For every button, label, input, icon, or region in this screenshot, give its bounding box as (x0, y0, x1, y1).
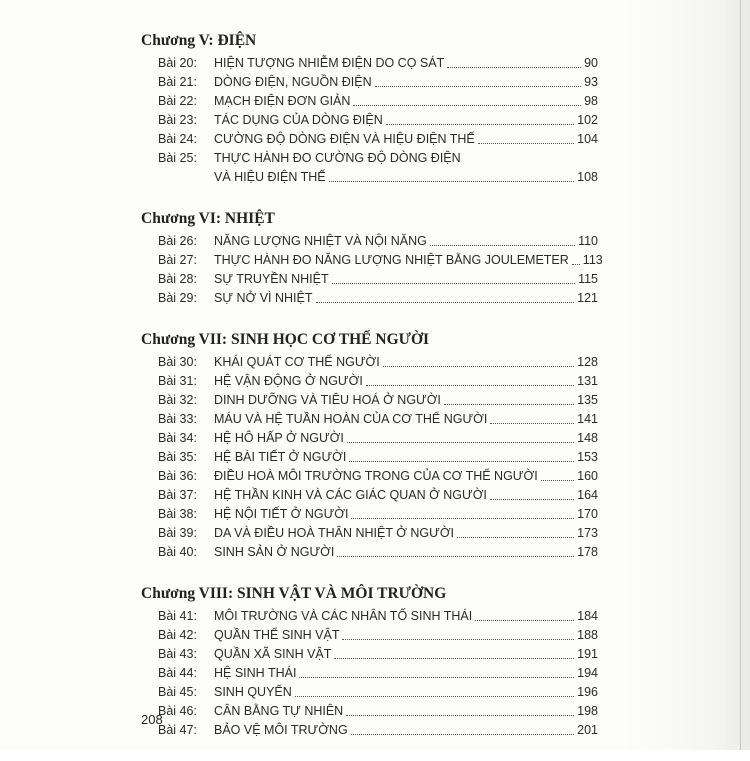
lesson-number: Bài 37: (158, 488, 197, 502)
lesson-page-number: 141 (577, 412, 598, 426)
lesson-title: HỆ VẬN ĐỘNG Ở NGƯỜI (214, 374, 363, 388)
dot-leader (351, 734, 574, 735)
toc-entry (141, 270, 598, 289)
lesson-title: KHÁI QUÁT CƠ THỂ NGƯỜI (214, 355, 380, 369)
lesson-page-number: 148 (577, 431, 598, 445)
toc-entry (141, 353, 598, 372)
dot-leader (366, 385, 574, 386)
toc-entry (141, 467, 598, 486)
lesson-title-continued: VÀ HIỆU ĐIỆN THẾ (214, 170, 326, 184)
lesson-page-number: 104 (577, 132, 598, 146)
dot-leader (490, 499, 574, 500)
dot-leader (457, 537, 574, 538)
lesson-page-number: 102 (577, 113, 598, 127)
chapter-heading: Chương VIII: SINH VẬT VÀ MÔI TRƯỜNG (141, 585, 447, 602)
chapter-heading: Chương V: ĐIỆN (141, 32, 257, 49)
lesson-number: Bài 46: (158, 704, 197, 718)
dot-leader (299, 677, 574, 678)
dot-leader (334, 658, 574, 659)
toc-entry (141, 54, 598, 73)
dot-leader (329, 181, 575, 182)
lesson-number: Bài 32: (158, 393, 197, 407)
lesson-page-number: 108 (577, 170, 598, 184)
toc-entry (141, 524, 598, 543)
toc-entry (141, 486, 598, 505)
lesson-title: TÁC DỤNG CỦA DÒNG ĐIỆN (214, 113, 383, 127)
dot-leader (447, 67, 581, 68)
lesson-page-number: 184 (577, 609, 598, 623)
table-of-contents (141, 30, 603, 761)
dot-leader (383, 366, 574, 367)
lesson-page-number: 115 (578, 272, 598, 286)
lesson-number: Bài 20: (158, 56, 197, 70)
lesson-title: QUẦN XÃ SINH VẬT (214, 647, 332, 661)
dot-leader (490, 423, 574, 424)
chapter-section (141, 208, 603, 308)
lesson-number: Bài 29: (158, 291, 197, 305)
lesson-number: Bài 42: (158, 628, 197, 642)
toc-entry (141, 232, 598, 251)
chapter-section (141, 30, 598, 187)
toc-entry (141, 429, 598, 448)
toc-entry (141, 92, 598, 111)
lesson-page-number: 170 (577, 507, 598, 521)
lesson-number: Bài 47: (158, 723, 197, 737)
lesson-number: Bài 45: (158, 685, 197, 699)
lesson-page-number: 198 (577, 704, 598, 718)
lesson-title: DÒNG ĐIỆN, NGUỒN ĐIỆN (214, 75, 372, 89)
lesson-title: MÁU VÀ HỆ TUẦN HOÀN CỦA CƠ THỂ NGƯỜI (214, 412, 488, 426)
chapter-section (141, 329, 598, 562)
lesson-title: SINH SẢN Ở NGƯỜI (214, 545, 335, 559)
lesson-number: Bài 28: (158, 272, 197, 286)
lesson-title: HỆ BÀI TIẾT Ở NGƯỜI (214, 450, 347, 464)
lesson-title: HIỆN TƯỢNG NHIỄM ĐIỆN DO CỌ SÁT (214, 56, 445, 70)
toc-entry (141, 664, 598, 683)
lesson-number: Bài 34: (158, 431, 197, 445)
lesson-number: Bài 27: (158, 253, 197, 267)
dot-leader (375, 86, 581, 87)
lesson-title: CƯỜNG ĐỘ DÒNG ĐIỆN VÀ HIỆU ĐIỆN THẾ (214, 132, 475, 146)
lesson-page-number: 201 (577, 723, 598, 737)
dot-leader (351, 518, 574, 519)
dot-leader (316, 302, 575, 303)
lesson-page-number: 188 (577, 628, 598, 642)
lesson-title: QUẦN THỂ SINH VẬT (214, 628, 340, 642)
lesson-title: SỰ TRUYỀN NHIỆT (214, 272, 329, 286)
lesson-title: BẢO VỆ MÔI TRƯỜNG (214, 723, 348, 737)
lesson-page-number: 98 (584, 94, 598, 108)
lesson-title: THỰC HÀNH ĐO CƯỜNG ĐỘ DÒNG ĐIỆN (214, 151, 461, 165)
dot-leader (349, 461, 574, 462)
lesson-number: Bài 25: (158, 151, 197, 165)
page-number: 208 (141, 712, 163, 727)
dot-leader (347, 442, 574, 443)
lesson-number: Bài 33: (158, 412, 197, 426)
dot-leader (444, 404, 574, 405)
toc-entry (141, 111, 598, 130)
lesson-title: HỆ SINH THÁI (214, 666, 297, 680)
chapter-heading: Chương VII: SINH HỌC CƠ THỂ NGƯỜI (141, 331, 430, 348)
toc-entry (141, 372, 598, 391)
lesson-page-number: 90 (584, 56, 598, 70)
lesson-page-number: 160 (577, 469, 598, 483)
chapter-heading: Chương VI: NHIỆT (141, 210, 275, 227)
lesson-number: Bài 26: (158, 234, 197, 248)
lesson-page-number: 173 (577, 526, 598, 540)
lesson-title: CÂN BẰNG TỰ NHIÊN (214, 704, 344, 718)
dot-leader (478, 143, 574, 144)
dot-leader (572, 264, 580, 265)
toc-entry (141, 448, 598, 467)
toc-entry (141, 505, 598, 524)
lesson-number: Bài 41: (158, 609, 197, 623)
lesson-number: Bài 39: (158, 526, 197, 540)
lesson-number: Bài 40: (158, 545, 197, 559)
lesson-number: Bài 23: (158, 113, 197, 127)
toc-entry (141, 702, 598, 721)
lesson-page-number: 153 (577, 450, 598, 464)
toc-entry (141, 607, 598, 626)
toc-entry (141, 73, 598, 92)
lesson-title: DINH DƯỠNG VÀ TIÊU HOÁ Ở NGƯỜI (214, 393, 441, 407)
lesson-number: Bài 43: (158, 647, 197, 661)
lesson-number: Bài 44: (158, 666, 197, 680)
toc-entry (141, 543, 598, 562)
dot-leader (541, 480, 574, 481)
toc-entry (141, 626, 598, 645)
dot-leader (353, 105, 581, 106)
toc-entry (141, 289, 598, 308)
lesson-title: NĂNG LƯỢNG NHIỆT VÀ NỘI NĂNG (214, 234, 427, 248)
lesson-number: Bài 22: (158, 94, 197, 108)
lesson-title: DA VÀ ĐIỀU HOÀ THÂN NHIỆT Ở NGƯỜI (214, 526, 455, 540)
lesson-title: HỆ HÔ HẤP Ở NGƯỜI (214, 431, 344, 445)
toc-entry (141, 391, 598, 410)
toc-entry (141, 683, 598, 702)
lesson-page-number: 93 (584, 75, 598, 89)
lesson-number: Bài 24: (158, 132, 197, 146)
dot-leader (295, 696, 574, 697)
page-edge-shadow (624, 0, 750, 750)
lesson-number: Bài 38: (158, 507, 197, 521)
lesson-page-number: 178 (577, 545, 598, 559)
lesson-page-number: 196 (577, 685, 598, 699)
lesson-number: Bài 31: (158, 374, 197, 388)
lesson-page-number: 128 (577, 355, 598, 369)
dot-leader (342, 639, 574, 640)
lesson-title: MÔI TRƯỜNG VÀ CÁC NHÂN TỐ SINH THÁI (214, 609, 473, 623)
toc-entry (141, 251, 603, 270)
lesson-page-number: 135 (577, 393, 598, 407)
dot-leader (337, 556, 574, 557)
lesson-page-number: 121 (577, 291, 598, 305)
toc-entry (141, 410, 598, 429)
lesson-page-number: 113 (582, 253, 603, 267)
toc-entry (141, 149, 598, 187)
lesson-title: HỆ THẦN KINH VÀ CÁC GIÁC QUAN Ở NGƯỜI (214, 488, 487, 502)
lesson-number: Bài 35: (158, 450, 197, 464)
lesson-page-number: 131 (577, 374, 598, 388)
toc-entry (141, 130, 598, 149)
dot-leader (346, 715, 574, 716)
lesson-number: Bài 30: (158, 355, 197, 369)
lesson-title: THỰC HÀNH ĐO NĂNG LƯỢNG NHIỆT BẰNG JOULEMETER (214, 253, 569, 267)
lesson-page-number: 110 (578, 234, 598, 248)
lesson-title: SINH QUYỂN (214, 685, 292, 699)
lesson-number: Bài 21: (158, 75, 197, 89)
lesson-title: SỰ NỞ VÌ NHIỆT (214, 291, 313, 305)
lesson-title: ĐIỀU HOÀ MÔI TRƯỜNG TRONG CỦA CƠ THỂ NGƯỜI (214, 469, 538, 483)
lesson-page-number: 164 (577, 488, 598, 502)
dot-leader (386, 124, 574, 125)
lesson-page-number: 191 (577, 647, 598, 661)
toc-entry (141, 721, 598, 740)
lesson-number: Bài 36: (158, 469, 197, 483)
toc-entry (141, 645, 598, 664)
dot-leader (430, 245, 575, 246)
page-edge-line (740, 0, 741, 750)
lesson-title: MẠCH ĐIỆN ĐƠN GIẢN (214, 94, 351, 108)
lesson-page-number: 194 (577, 666, 598, 680)
chapter-section (141, 583, 598, 740)
dot-leader (475, 620, 574, 621)
dot-leader (332, 283, 575, 284)
lesson-title: HỆ NỘI TIẾT Ở NGƯỜI (214, 507, 349, 521)
